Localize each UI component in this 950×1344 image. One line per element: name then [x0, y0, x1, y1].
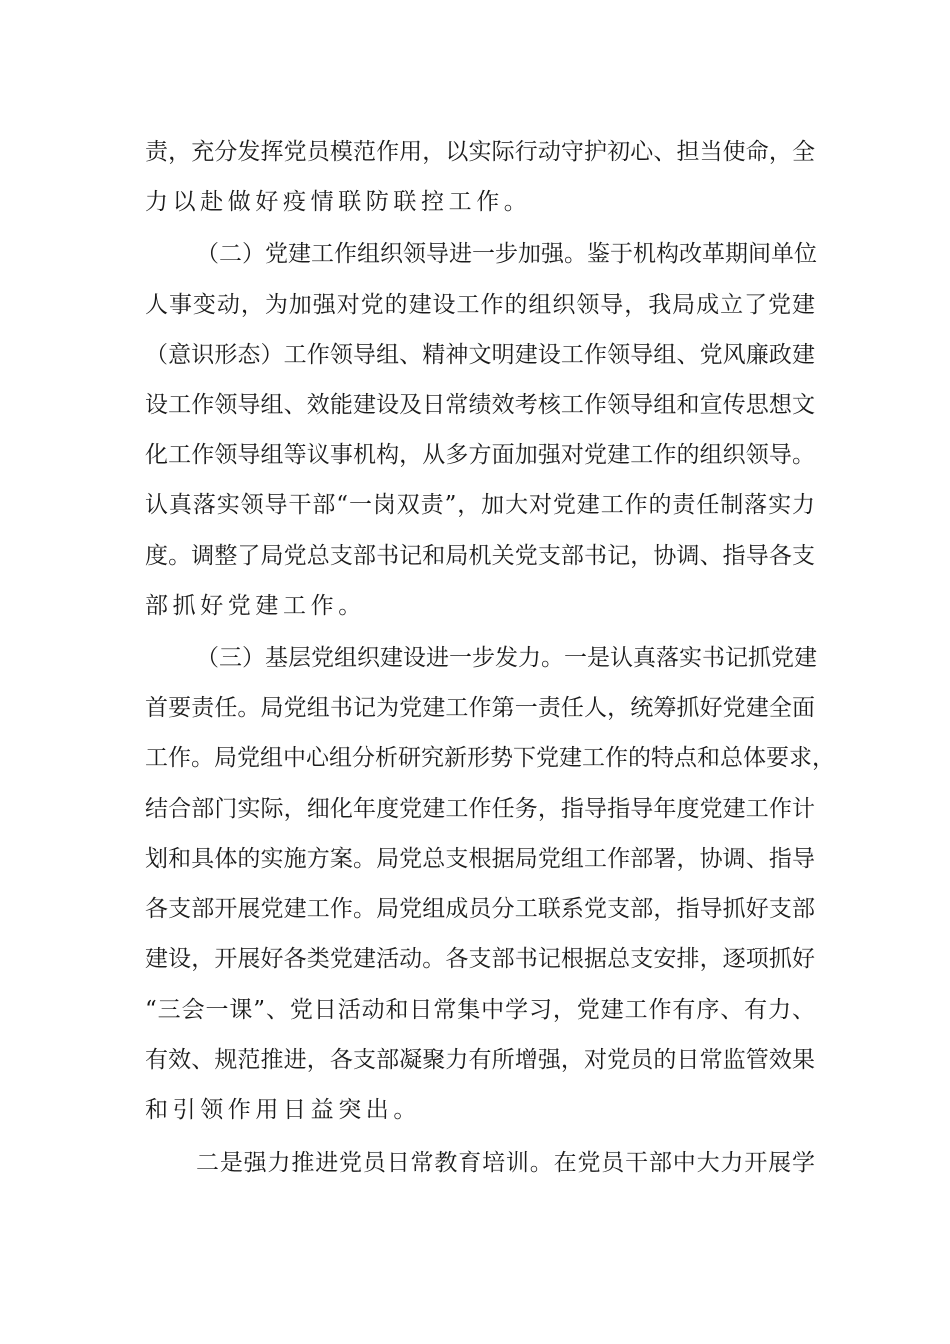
body-text-line: 部抓好党建工作。 [145, 593, 366, 619]
body-text-line: 建设，开展好各类党建活动。各支部书记根据总支安排，逐项抓好 [145, 946, 815, 972]
body-text-line: 首要责任。局党组书记为党建工作第一责任人，统筹抓好党建全面 [145, 695, 815, 721]
body-text-line: 认真落实领导干部“一岗双责”，加大对党建工作的责任制落实力 [145, 492, 815, 518]
body-text-line: 和引领作用日益突出。 [145, 1097, 421, 1123]
body-text-line: 有效、规范推进，各支部凝聚力有所增强，对党员的日常监管效果 [145, 1047, 815, 1073]
body-text-line: 人事变动，为加强对党的建设工作的组织领导，我局成立了党建 [145, 292, 815, 318]
body-text-line: 二是强力推进党员日常教育培训。在党员干部中大力开展学 [196, 1150, 815, 1176]
body-text-line: “三会一课”、党日活动和日常集中学习，党建工作有序、有力、 [145, 997, 815, 1023]
body-text-line: 力以赴做好疫情联防联控工作。 [145, 189, 532, 215]
section-heading-line: （二）党建工作组织领导进一步加强。鉴于机构改革期间单位 [196, 241, 817, 267]
body-text-line: 结合部门实际，细化年度党建工作任务，指导指导年度党建工作计 [145, 796, 815, 822]
body-text-line: 度。调整了局党总支部书记和局机关党支部书记，协调、指导各支 [145, 543, 815, 569]
body-text-line: 各支部开展党建工作。局党组成员分工联系党支部，指导抓好支部 [145, 896, 815, 922]
body-text-line: 责，充分发挥党员模范作用，以实际行动守护初心、担当使命，全 [145, 139, 815, 165]
body-text-line: 划和具体的实施方案。局党总支根据局党组工作部署，协调、指导 [145, 846, 815, 872]
body-text-line: 设工作领导组、效能建设及日常绩效考核工作领导组和宣传思想文 [145, 392, 815, 418]
body-text-line: （意识形态）工作领导组、精神文明建设工作领导组、党风廉政建 [145, 342, 815, 368]
body-text-line: 化工作领导组等议事机构，从多方面加强对党建工作的组织领导。 [145, 442, 815, 468]
section-heading-line: （三）基层党组织建设进一步发力。一是认真落实书记抓党建 [196, 645, 817, 671]
body-text-line: 工作。局党组中心组分析研究新形势下党建工作的特点和总体要求， [145, 745, 835, 771]
